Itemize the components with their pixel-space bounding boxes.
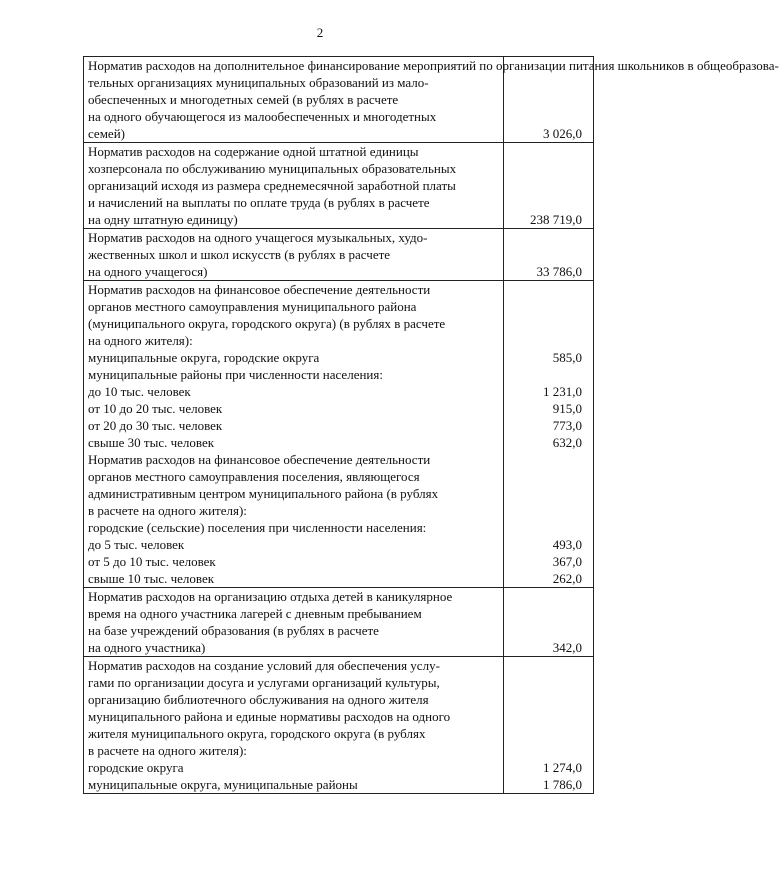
description-line: на одного учащегося) <box>88 264 208 279</box>
norm-value: 342,0 <box>552 640 582 655</box>
norm-value-cell <box>504 281 594 588</box>
description-line: городские округа <box>88 760 184 775</box>
description-line: на одного участника) <box>88 640 206 655</box>
normatives-table <box>83 56 779 794</box>
description-line: городские (сельские) поселения при численности населения: <box>88 520 427 535</box>
norm-description <box>84 281 504 588</box>
norm-value-cell <box>504 143 594 229</box>
norm-value: 1 786,0 <box>543 777 582 792</box>
norm-value: 585,0 <box>552 350 582 365</box>
description-line: на базе учреждений образования (в рублях в расчете <box>88 623 379 638</box>
description-line: обеспеченных и многодетных семей (в рублях в расчете <box>88 92 399 107</box>
description-line: Норматив расходов на одного учащегося музыкальных, худо- <box>88 230 428 245</box>
description-line: до 5 тыс. человек <box>88 537 185 552</box>
description-line: свыше 30 тыс. человек <box>88 435 215 450</box>
description-line: тельных организациях муниципальных образований из мало- <box>88 75 429 90</box>
description-line: гами по организации досуга и услугами организаций культуры, <box>88 675 440 690</box>
description-line: от 10 до 20 тыс. человек <box>88 401 223 416</box>
norm-value: 915,0 <box>552 401 582 416</box>
description-line: Норматив расходов на содержание одной штатной единицы <box>88 144 419 159</box>
description-line: время на одного участника лагерей с дневным пребыванием <box>88 606 422 621</box>
description-line: (муниципального округа, городского округа) (в рублях в расчете <box>88 316 446 331</box>
description-line: муниципальные районы при численности населения: <box>88 367 383 382</box>
norm-value: 493,0 <box>552 537 582 552</box>
description-line: муниципального района и единые нормативы расходов на одного <box>88 709 451 724</box>
page-number: 2 <box>316 25 324 40</box>
description-line: на одну штатную единицу) <box>88 212 238 227</box>
norm-value-cell <box>504 57 594 143</box>
table-row <box>84 229 594 281</box>
description-line: организацию библиотечного обслуживания на одного жителя <box>88 692 429 707</box>
description-line: от 5 до 10 тыс. человек <box>88 554 216 569</box>
description-line: в расчете на одного жителя): <box>88 503 247 518</box>
description-line: административным центром муниципального района (в рублях <box>88 486 439 501</box>
description-line: на одного обучающегося из малообеспеченных и многодетных <box>88 109 437 124</box>
description-line: до 10 тыс. человек <box>88 384 191 399</box>
description-line: на одного жителя): <box>88 333 193 348</box>
table-row <box>84 588 594 657</box>
description-line: Норматив расходов на дополнительное финансирование мероприятий по организации питания школьников в общеобразова- <box>88 58 779 73</box>
table-row <box>84 57 594 143</box>
description-line: в расчете на одного жителя): <box>88 743 247 758</box>
description-line: и начислений на выплаты по оплате труда (в рублях в расчете <box>88 195 430 210</box>
norm-value: 367,0 <box>552 554 582 569</box>
norm-value-cell <box>504 229 594 281</box>
description-line: муниципальные округа, городские округа <box>88 350 320 365</box>
table-row <box>84 281 594 588</box>
description-line: Норматив расходов на финансовое обеспечение деятельности <box>88 452 431 467</box>
norm-value: 238 719,0 <box>530 212 582 227</box>
norm-value-cell <box>504 588 594 657</box>
description-line: Норматив расходов на создание условий для обеспечения услу- <box>88 658 440 673</box>
description-line: организаций исходя из размера среднемесячной заработной платы <box>88 178 456 193</box>
description-line: семей) <box>88 126 125 141</box>
norm-value: 33 786,0 <box>536 264 582 279</box>
norm-value: 3 026,0 <box>543 126 582 141</box>
norm-description <box>84 229 504 281</box>
description-line: жителя муниципального округа, городского округа (в рублях <box>88 726 426 741</box>
norm-description <box>84 143 504 229</box>
table-row <box>84 657 594 794</box>
norm-value: 632,0 <box>552 435 582 450</box>
description-line: жественных школ и школ искусств (в рублях в расчете <box>88 247 391 262</box>
description-line: органов местного самоуправления поселения, являющегося <box>88 469 420 484</box>
norm-value: 773,0 <box>552 418 582 433</box>
norm-value: 1 231,0 <box>543 384 582 399</box>
description-line: Норматив расходов на финансовое обеспечение деятельности <box>88 282 431 297</box>
table-row <box>84 143 594 229</box>
description-line: свыше 10 тыс. человек <box>88 571 215 586</box>
norm-description <box>84 657 504 794</box>
norm-value: 1 274,0 <box>543 760 582 775</box>
norm-description <box>84 588 504 657</box>
description-line: хозперсонала по обслуживанию муниципальных образовательных <box>88 161 457 176</box>
norm-value-cell <box>504 657 594 794</box>
description-line: от 20 до 30 тыс. человек <box>88 418 223 433</box>
description-line: органов местного самоуправления муниципального района <box>88 299 417 314</box>
description-line: Норматив расходов на организацию отдыха детей в каникулярное <box>88 589 453 604</box>
norm-value: 262,0 <box>552 571 582 586</box>
description-line: муниципальные округа, муниципальные районы <box>88 777 358 792</box>
